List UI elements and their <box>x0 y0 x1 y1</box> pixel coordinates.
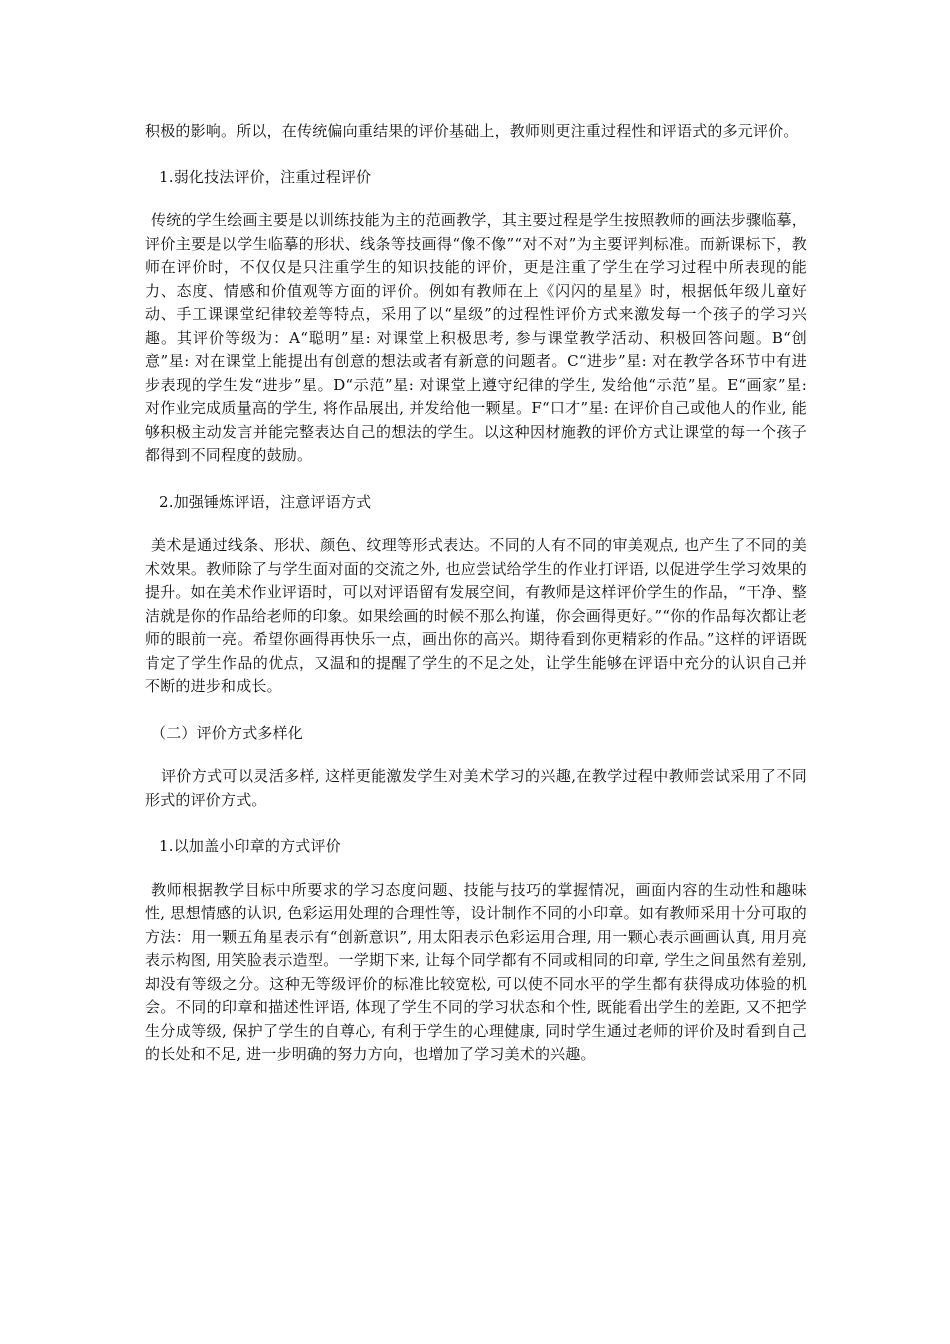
section-paragraph: 教师根据教学目标中所要求的学习态度问题、技能与技巧的掌握情况，画面内容的生动性和趣味性, 思想情感的认识, 色彩运用处理的合理性等，设计制作不同的小印章。如有教师采用十分可取的方法：用一颗五角星表示有“创新意识”, 用太阳表示色彩运用合理, 用一颗心表示画画认真, 用月亮表示构图, 用笑脸表示造型。一学期下来, 让每个同学都有不同或相同的印章, 学生之间虽然有差别, 却没有等级之分。这种无等级评价的标准比较宽松, 可以使不同水平的学生都有获得成功体验的机会。不同的印章和描述性评语, 体现了学生不同的学习状态和个性, 既能看出学生的差距, 又不把学生分成等级, 保护了学生的自尊心, 有利于学生的心理健康, 同时学生通过老师的评价及时看到自己的长处和不足, 进一步明确的努力方向，也增加了学习美术的兴趣。 <box>145 880 807 1063</box>
section-paragraph: 传统的学生绘画主要是以训练技能为主的范画教学，其主要过程是学生按照教师的画法步骤临摹，评价主要是以学生临摹的形状、线条等技画得“像不像”“对不对”为主要评判标准。而新课标下，教师在评价时，不仅仅是只注重学生的知识技能的评价，更是注重了学生在学习过程中所表现的能力、态度、情感和价值观等方面的评价。例如有教师在上《闪闪的星星》时，根据低年级儿童好动、手工课课堂纪律较差等特点，采用了以“星级”的过程性评价方式来激发每一个孩子的学习兴趣。其评价等级为：A“聪明”星: 对课堂上积极思考, 参与课堂教学活动、积极回答问题。B“创意”星: 对在课堂上能提出有创意的想法或者有新意的问题者。C“进步”星: 对在教学各环节中有进步表现的学生发“进步”星。D“示范”星: 对课堂上遵守纪律的学生, 发给他“示范”星。E“画家”星: 对作业完成质量高的学生, 将作品展出, 并发给他一颗星。F“口才”星: 在评价自己或他人的作业, 能够积极主动发言并能完整表达自己的想法的学生。以这种因材施教的评价方式让课堂的每一个孩子都得到不同程度的鼓励。 <box>145 211 807 464</box>
document-page <box>145 120 807 1090</box>
section-paragraph: 美术是通过线条、形状、颜色、纹理等形式表达。不同的人有不同的审美观点, 也产生了不同的美术效果。教师除了与学生面对面的交流之外, 也应尝试给学生的作业打评语, 以促进学生学习效果的提升。如在美术作业评语时，可以对评语留有发展空间，有教师是这样评价学生的作品，“干净、整洁就是你的作品给老师的印象。如果绘画的时候不那么拘谨，你会画得更好。”“你的作品每次都让老师的眼前一亮。希望你画得再快乐一点，画出你的高兴。期待看到你更精彩的作品。”这样的评语既肯定了学生作品的优点，又温和的提醒了学生的不足之处，让学生能够在评语中充分的认识自己并不断的进步和成长。 <box>145 536 807 695</box>
section-heading: 1.弱化技法评价，注重过程评价 <box>159 167 372 186</box>
section-heading: （二）评价方式多样化 <box>151 723 304 742</box>
intro-paragraph: 积极的影响。所以，在传统偏向重结果的评价基础上，教师则更注重过程性和评语式的多元评价。 <box>145 122 799 140</box>
section-heading: 1.以加盖小印章的方式评价 <box>159 837 341 855</box>
section-paragraph: 评价方式可以灵活多样, 这样更能激发学生对美术学习的兴趣,在教学过程中教师尝试采用了不同形式的评价方式。 <box>145 767 807 809</box>
section-heading: 2.加强锤炼评语，注意评语方式 <box>159 492 372 511</box>
